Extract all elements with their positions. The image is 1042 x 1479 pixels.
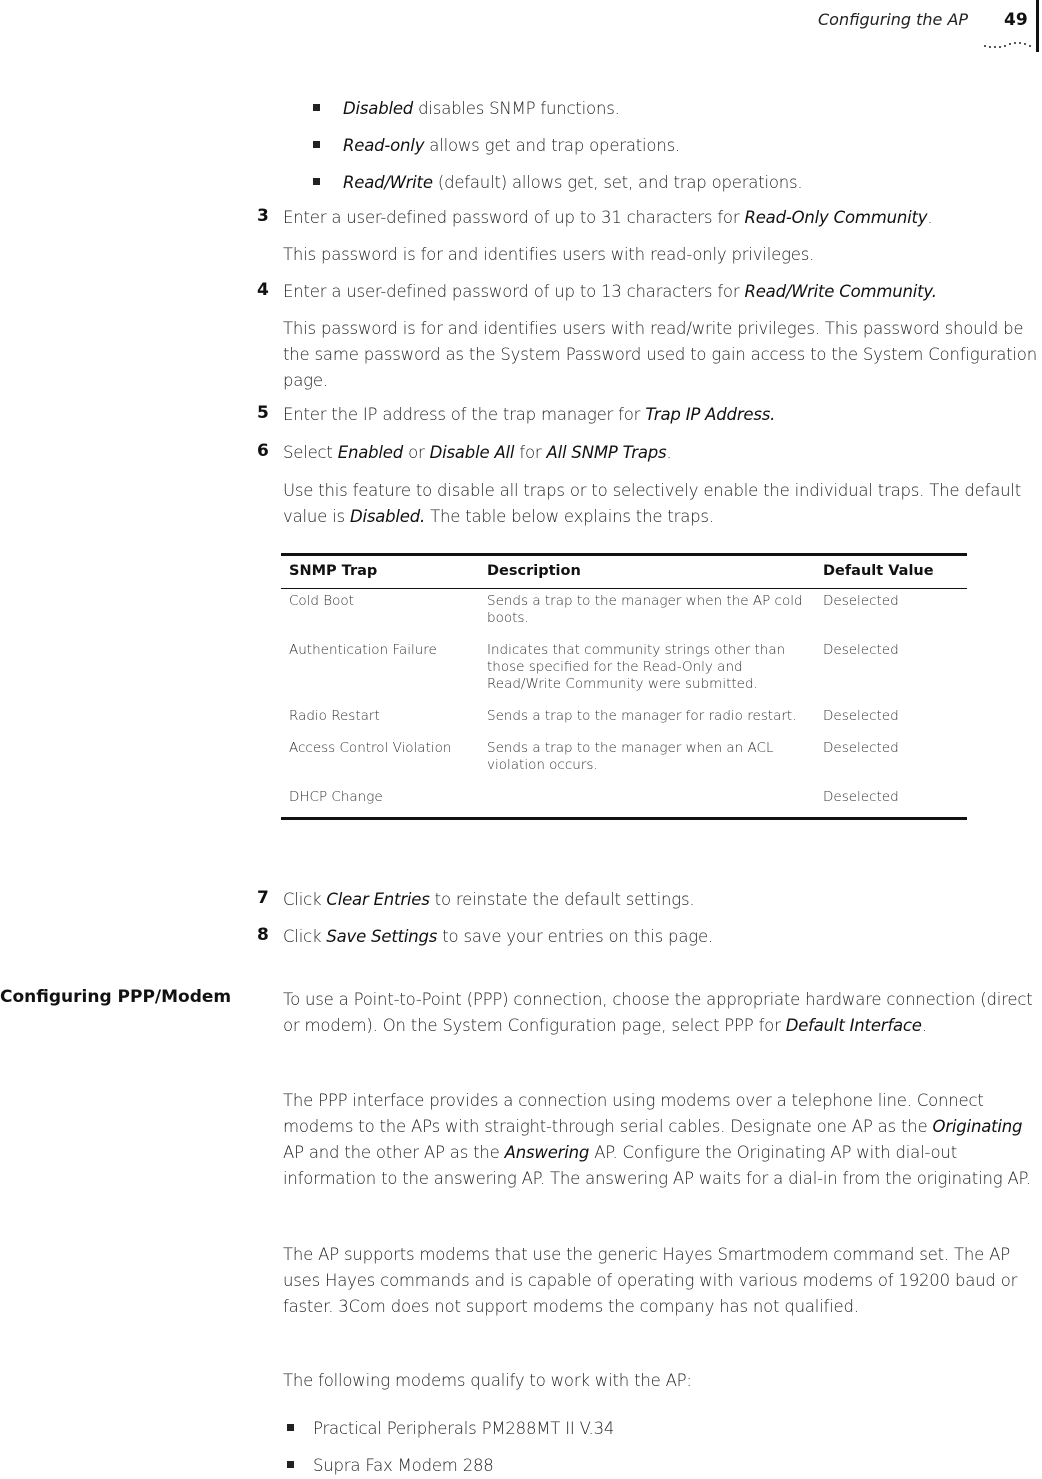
modem-list-item: Supra Fax Modem 288 — [313, 1456, 494, 1475]
emphasis-term: Answering — [504, 1143, 590, 1162]
trap-description-cell — [479, 785, 815, 819]
emphasis-term: Disabled — [343, 99, 414, 118]
section-paragraph-3 — [283, 1242, 1042, 1320]
table-row — [281, 704, 967, 736]
step-number: 8 — [257, 925, 269, 945]
text-run: Select — [283, 443, 338, 462]
step-4-text — [283, 279, 937, 305]
text-run: Enter the IP address of the trap manager for — [283, 405, 646, 424]
step-3-text — [283, 205, 932, 231]
step-3-note — [283, 242, 1042, 268]
text-run: . — [927, 208, 933, 227]
bullet-icon — [313, 178, 320, 185]
text-run: Click — [283, 927, 327, 946]
trap-name-cell: Access Control Violation — [289, 740, 452, 756]
section-paragraph-1 — [283, 987, 1040, 1039]
bullet-icon — [313, 141, 320, 148]
text-run: Enter a user-defined password of up to 13 characters for — [283, 282, 745, 301]
step-number: 5 — [257, 403, 269, 423]
text-run: Enter a user-defined password of up to 31 characters for — [283, 208, 745, 227]
step-5-text — [283, 402, 775, 428]
emphasis-term: Enabled — [337, 443, 404, 462]
text-run: The table below explains the traps. — [425, 507, 714, 526]
text-run: or — [403, 443, 430, 462]
default-value-cell: Deselected — [823, 789, 899, 805]
default-value-cell: Deselected — [823, 642, 899, 658]
step-number: 3 — [257, 206, 269, 226]
step-number: 7 — [257, 888, 269, 908]
emphasis-term: All SNMP Traps — [546, 443, 667, 462]
text-run: This password is for and identifies users with read/write privileges. This password should be the same password as the System Password used to gain access to the System Configuration page. — [283, 319, 1037, 390]
trap-name-cell: Authentication Failure — [289, 642, 437, 658]
default-value-cell: Deselected — [823, 708, 899, 724]
step-6-note — [283, 478, 1042, 530]
emphasis-term: Clear Entries — [326, 890, 430, 909]
text-run: . — [666, 443, 672, 462]
emphasis-term: Originating — [932, 1117, 1023, 1136]
column-header: Description — [479, 555, 815, 589]
table-header-row — [281, 555, 967, 589]
column-header: Default Value — [815, 555, 967, 589]
emphasis-term: Default Interface — [785, 1016, 922, 1035]
step-8-text — [283, 924, 713, 950]
section-heading: Configuring PPP/Modem — [0, 987, 232, 1007]
modem-list-item: Practical Peripherals PM288MT II V.34 — [313, 1419, 615, 1438]
trap-name-cell: DHCP Change — [289, 789, 383, 805]
emphasis-term: Disable All — [429, 443, 515, 462]
step-number: 4 — [257, 280, 269, 300]
bullet-item-read-only — [343, 133, 680, 159]
emphasis-term: Trap IP Address. — [645, 405, 776, 424]
text-run: The PPP interface provides a connection using modems over a telephone line. Connect modems to the APs with straight-through serial cables. Designate one AP as the — [283, 1091, 984, 1136]
emphasis-term: Read-Only Community — [744, 208, 928, 227]
text-run: . — [921, 1016, 927, 1035]
default-value-cell: Deselected — [823, 740, 899, 756]
trap-description-cell: Indicates that community strings other than those specified for the Read-Only and Read/Write Community were submitted. — [487, 642, 786, 692]
page-number: 49 — [1004, 10, 1028, 30]
trap-description-cell: Sends a trap to the manager for radio restart. — [487, 708, 797, 724]
text-run: to reinstate the default settings. — [429, 890, 695, 909]
step-6-text — [283, 440, 671, 466]
trap-name-cell: Cold Boot — [289, 593, 354, 609]
text-run: to save your entries on this page. — [437, 927, 713, 946]
emphasis-term: Disabled. — [349, 507, 426, 526]
snmp-traps-table — [281, 553, 967, 820]
emphasis-term: Read-only — [343, 136, 425, 155]
default-value-cell: Deselected — [823, 593, 899, 609]
trap-description-cell: Sends a trap to the manager when an ACL violation occurs. — [487, 740, 774, 773]
bullet-item-disabled — [343, 96, 620, 122]
text-run: AP. Configure the Originating AP with dial-out information to the answering AP. The answering AP waits for a dial-in from the originating AP. — [283, 1143, 1031, 1188]
running-header-title: Configuring the AP — [818, 10, 969, 29]
table-row — [281, 785, 967, 819]
text-run: This password is for and identifies users with read-only privileges. — [283, 245, 815, 264]
bullet-item-read-write — [343, 170, 802, 196]
text-run: The following modems qualify to work with the AP: — [283, 1371, 692, 1390]
step-4-note — [283, 316, 1040, 394]
table-row — [281, 736, 967, 785]
text-run: Use this feature to disable all traps or to selectively enable the individual traps. The default value is — [283, 481, 1022, 526]
column-header: SNMP Trap — [281, 555, 479, 589]
emphasis-term: Read/Write Community. — [744, 282, 937, 301]
text-run: The AP supports modems that use the generic Hayes Smartmodem command set. The AP uses Hayes commands and is capable of operating with various modems of 19200 baud or faster. 3Com does not support modems the company has not qualified. — [283, 1245, 1018, 1316]
emphasis-term: Save Settings — [326, 927, 438, 946]
trap-name-cell: Radio Restart — [289, 708, 380, 724]
emphasis-term: Read/Write — [343, 173, 433, 192]
decorative-dots-icon — [983, 38, 1035, 50]
section-paragraph-2 — [283, 1088, 1042, 1192]
header-rule — [1036, 0, 1039, 52]
bullet-icon — [287, 1424, 294, 1431]
step-7-text — [283, 887, 694, 913]
bullet-icon — [287, 1461, 294, 1468]
table-row — [281, 638, 967, 704]
section-paragraph-4 — [283, 1368, 692, 1394]
table-row — [281, 589, 967, 639]
text-run: allows get and trap operations. — [424, 136, 681, 155]
text-run: Click — [283, 890, 327, 909]
text-run: for — [514, 443, 547, 462]
text-run: To use a Point-to-Point (PPP) connection, choose the appropriate hardware connection (direct or modem). On the System Configuration page, select PPP for — [283, 990, 1033, 1035]
trap-description-cell: Sends a trap to the manager when the AP cold boots. — [487, 593, 803, 626]
text-run: AP and the other AP as the — [283, 1143, 505, 1162]
bullet-icon — [313, 104, 320, 111]
step-number: 6 — [257, 441, 269, 461]
text-run: (default) allows get, set, and trap operations. — [432, 173, 803, 192]
text-run: disables SNMP functions. — [413, 99, 620, 118]
